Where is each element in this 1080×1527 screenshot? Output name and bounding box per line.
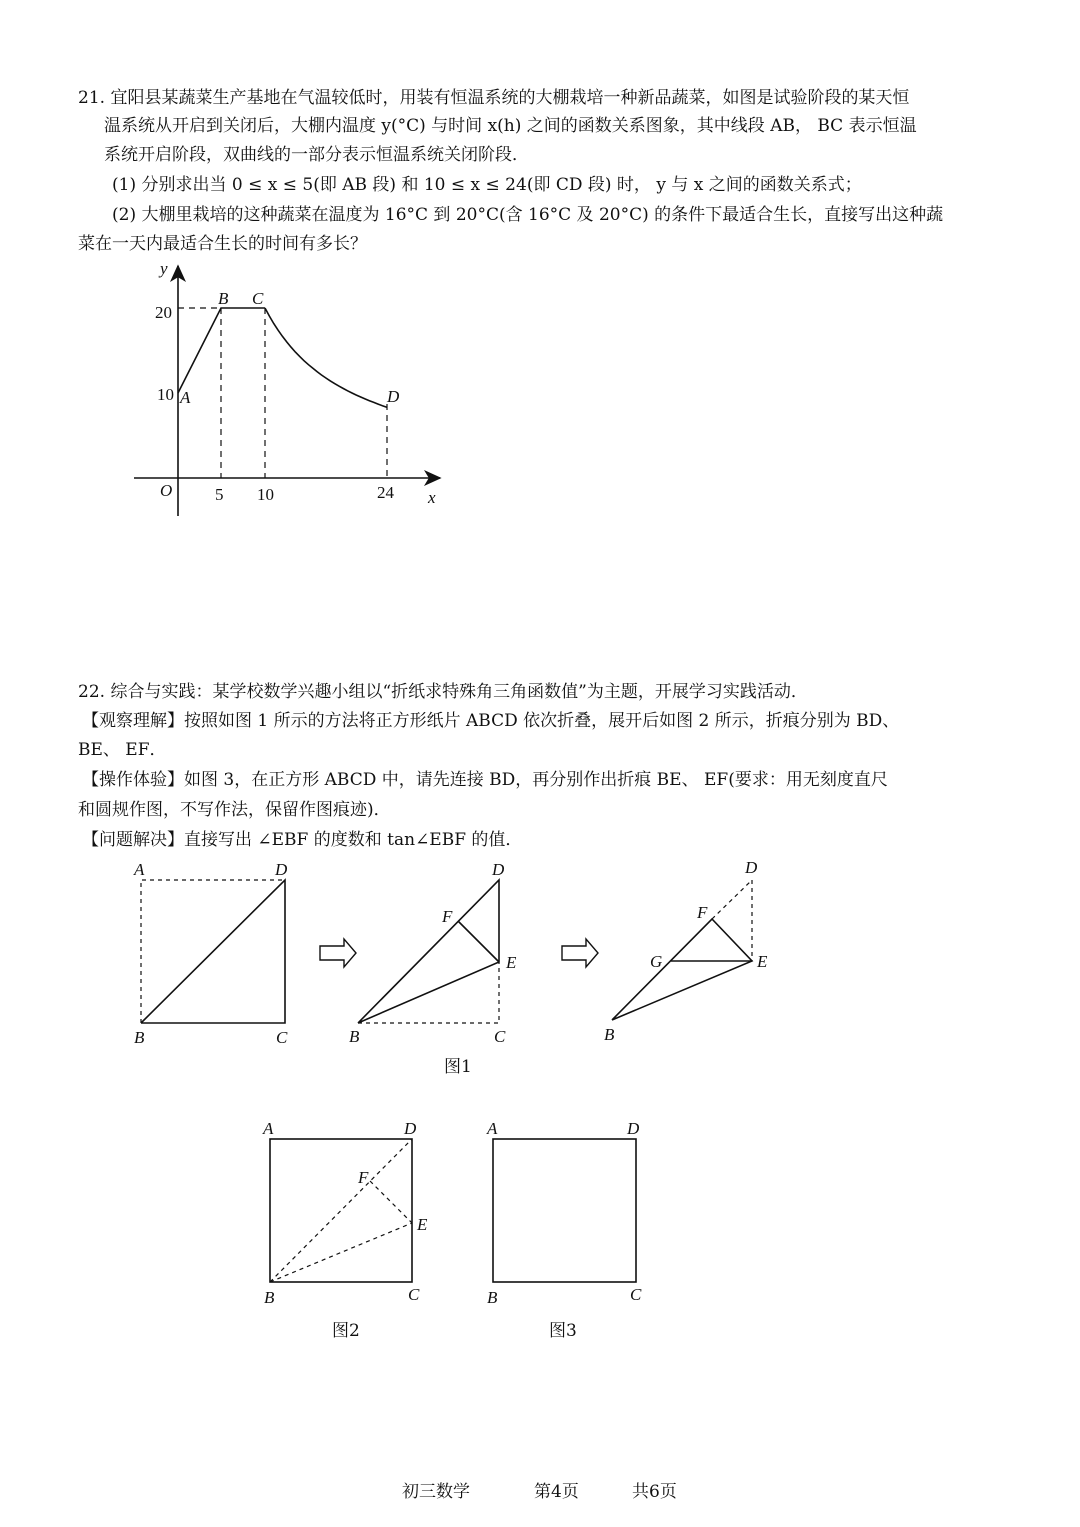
fig2-label-C: C	[408, 1285, 420, 1304]
q21-line-3: 系统开启阶段，双曲线的一部分表示恒温系统关闭阶段．	[104, 145, 529, 165]
q21-subquestion-1: (1) 分别求出当 0 ≤ x ≤ 5(即 AB 段) 和 10 ≤ x ≤ 24(即 CD 段) 时， y 与 x 之间的函数关系式；	[112, 175, 862, 195]
q21-line-6: 菜在一天内最适合生长的时间有多长？	[78, 234, 367, 254]
q22-line-5: 和圆规作图，不写作法，保留作图痕迹)．	[78, 800, 391, 820]
q22-line-2: 【观察理解】按照如图 1 所示的方法将正方形纸片 ABCD 依次折叠，展开后如图 2 所示，折痕分别为 BD、	[82, 711, 900, 731]
y-axis-label: y	[160, 259, 168, 278]
fig1a-label-B: B	[134, 1028, 145, 1047]
fig1c-label-G: G	[650, 952, 663, 971]
fig3-square	[493, 1139, 636, 1282]
fig2-crease-EF	[370, 1181, 412, 1223]
fig1a-label-D: D	[275, 860, 288, 879]
x-tick-10: 10	[257, 485, 274, 504]
figure-2-caption: 图2	[332, 1321, 360, 1341]
point-label-A: A	[180, 388, 191, 407]
figure-1-caption: 图1	[444, 1057, 472, 1077]
fig2-label-A: A	[263, 1119, 274, 1138]
q21-line-1: 21. 宜阳县某蔬菜生产基地在气温较低时，用装有恒温系统的大棚栽培一种新品蔬菜，如图是试验阶段的某天恒	[78, 88, 910, 108]
origin-label: O	[160, 481, 173, 500]
y-tick-20: 20	[155, 303, 172, 322]
q21-line-2: 温系统从开启到关闭后，大棚内温度 y(°C) 与时间 x(h) 之间的函数关系图象，其中线段 AB， BC 表示恒温	[104, 116, 917, 136]
q22-line-1: 22. 综合与实践：某学校数学兴趣小组以“折纸求特殊角三角函数值”为主题，开展学习实践活动．	[78, 682, 808, 702]
fig1a-label-C: C	[276, 1028, 288, 1047]
fig3-label-B: B	[487, 1288, 498, 1307]
point-label-D: D	[387, 387, 400, 406]
footer-subject: 初三数学	[402, 1482, 470, 1502]
fig2-crease-BD	[270, 1139, 412, 1282]
footer-page-total: 共6页	[632, 1482, 677, 1502]
fig1b-label-C: C	[494, 1027, 506, 1046]
fig2-label-B: B	[264, 1288, 275, 1307]
fig3-label-A: A	[487, 1119, 498, 1138]
q22-line-3: BE、 EF．	[78, 740, 167, 760]
q22-line-6: 【问题解决】直接写出 ∠EBF 的度数和 tan∠EBF 的值．	[82, 830, 523, 850]
y-tick-10: 10	[157, 385, 174, 404]
fig2-label-D: D	[404, 1119, 417, 1138]
q22-line-4: 【操作体验】如图 3，在正方形 ABCD 中，请先连接 BD，再分别作出折痕 BE、 EF(要求：用无刻度直尺	[82, 770, 888, 790]
footer-page-number: 第4页	[534, 1482, 579, 1502]
figure-3-caption: 图3	[549, 1321, 577, 1341]
fig1b-label-F: F	[442, 907, 453, 926]
fig1c-label-F: F	[697, 903, 708, 922]
point-label-C: C	[252, 289, 264, 308]
fig1b-label-D: D	[492, 860, 505, 879]
fig3-label-C: C	[630, 1285, 642, 1304]
fig1c-label-E: E	[757, 952, 768, 971]
fig2-crease-BE	[270, 1223, 412, 1282]
x-tick-24: 24	[377, 483, 394, 502]
x-tick-5: 5	[215, 485, 224, 504]
q21-subquestion-2: (2) 大棚里栽培的这种蔬菜在温度为 16°C 到 20°C(含 16°C 及 20°C) 的条件下最适合生长，直接写出这种蔬	[112, 205, 944, 225]
fig2-label-E: E	[417, 1215, 428, 1234]
fig1c-label-D: D	[745, 858, 758, 877]
fig3-label-D: D	[627, 1119, 640, 1138]
fig1c-label-B: B	[604, 1025, 615, 1044]
fig1b-label-E: E	[506, 953, 517, 972]
point-label-B: B	[218, 289, 229, 308]
fig2-label-F: F	[358, 1168, 369, 1187]
x-axis-label: x	[428, 488, 436, 507]
fig1b-label-B: B	[349, 1027, 360, 1046]
fig1a-label-A: A	[134, 860, 145, 879]
